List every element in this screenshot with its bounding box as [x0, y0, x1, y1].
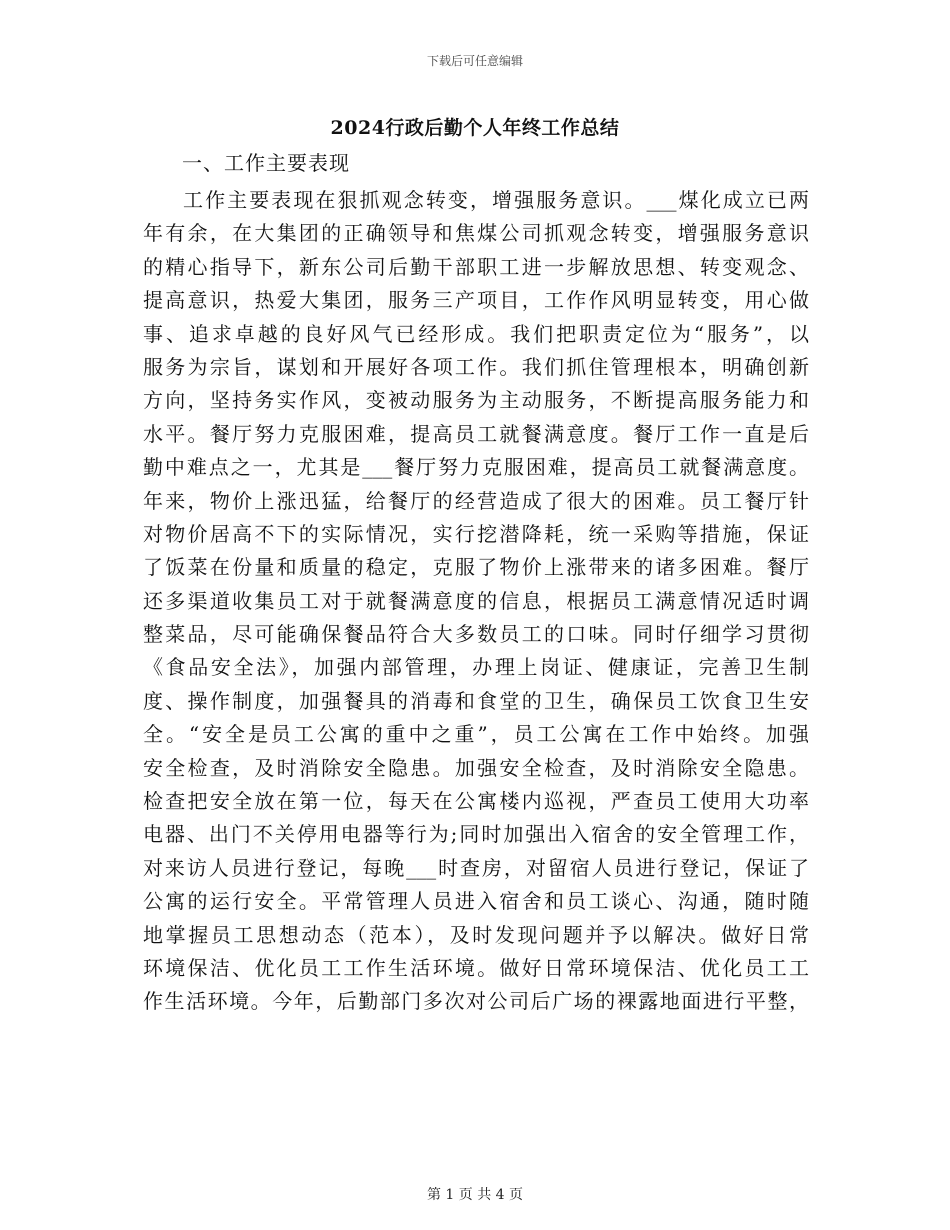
paragraph-line: 《食品安全法》，加强内部管理，办理上岗证、健康证，完善卫生制: [143, 655, 809, 680]
body-paragraph: [143, 184, 809, 1019]
paragraph-line: 安全检查，及时消除安全隐患。加强安全检查，及时消除安全隐患。: [143, 755, 809, 780]
paragraph-line: 环境保洁、优化员工工作生活环境。做好日常环境保洁、优化员工工: [143, 955, 809, 980]
paragraph-line: 工作主要表现在狠抓观念转变，增强服务意识。___煤化成立已两: [183, 188, 809, 212]
paragraph-line: 度、操作制度，加强餐具的消毒和食堂的卫生，确保员工饮食卫生安: [143, 688, 809, 713]
paragraph-line: 提高意识，热爱大集团，服务三产项目，工作作风明显转变，用心做: [143, 288, 809, 313]
paragraph-line: 还多渠道收集员工对于就餐满意度的信息，根据员工满意情况适时调: [143, 588, 809, 613]
document-title: 2024行政后勤个人年终工作总结: [330, 117, 620, 139]
paragraph-line: 了饭菜在份量和质量的稳定，克服了物价上涨带来的诸多困难。餐厅: [143, 555, 809, 580]
paragraph-line: 事、追求卓越的良好风气已经形成。我们把职责定位为“服务”，以: [143, 321, 809, 346]
paragraph-line: 勤中难点之一，尤其是___餐厅努力克服困难，提高员工就餐满意度。: [143, 455, 809, 480]
paragraph-line: 电器、出门不关停用电器等行为;同时加强出入宿舍的安全管理工作，: [143, 822, 809, 847]
paragraph-line: 全。“安全是员工公寓的重中之重”，员工公寓在工作中始终。加强: [143, 722, 809, 747]
paragraph-line: 服务为宗旨，谋划和开展好各项工作。我们抓住管理根本，明确创新: [143, 354, 809, 379]
paragraph-line: 对来访人员进行登记，每晚___时查房，对留宿人员进行登记，保证了: [143, 855, 809, 880]
paragraph-line: 公寓的运行安全。平常管理人员进入宿舍和员工谈心、沟通，随时随: [143, 889, 809, 914]
section-heading: 一、工作主要表现: [182, 151, 350, 175]
paragraph-line: 年有余，在大集团的正确领导和焦煤公司抓观念转变，增强服务意识: [143, 221, 809, 246]
paragraph-line: 地掌握员工思想动态（范本），及时发现问题并予以解决。做好日常: [143, 922, 809, 947]
paragraph-line: 作生活环境。今年，后勤部门多次对公司后广场的裸露地面进行平整，: [143, 989, 809, 1014]
page-header-note: 下载后可任意编辑: [426, 54, 523, 68]
paragraph-line: 年来，物价上涨迅猛，给餐厅的经营造成了很大的困难。员工餐厅针: [143, 488, 809, 513]
page-number: 第 1 页 共 4 页: [426, 1187, 524, 1203]
paragraph-line: 方向，坚持务实作风，变被动服务为主动服务，不断提高服务能力和: [143, 388, 809, 413]
paragraph-line: 整菜品，尽可能确保餐品符合大多数员工的口味。同时仔细学习贯彻: [143, 622, 809, 647]
paragraph-line: 对物价居高不下的实际情况，实行挖潜降耗，统一采购等措施，保证: [143, 521, 809, 546]
paragraph-line: 的精心指导下，新东公司后勤干部职工进一步解放思想、转变观念、: [143, 254, 809, 279]
paragraph-line: 水平。餐厅努力克服困难，提高员工就餐满意度。餐厅工作一直是后: [143, 421, 809, 446]
paragraph-line: 检查把安全放在第一位，每天在公寓楼内巡视，严查员工使用大功率: [143, 789, 809, 814]
